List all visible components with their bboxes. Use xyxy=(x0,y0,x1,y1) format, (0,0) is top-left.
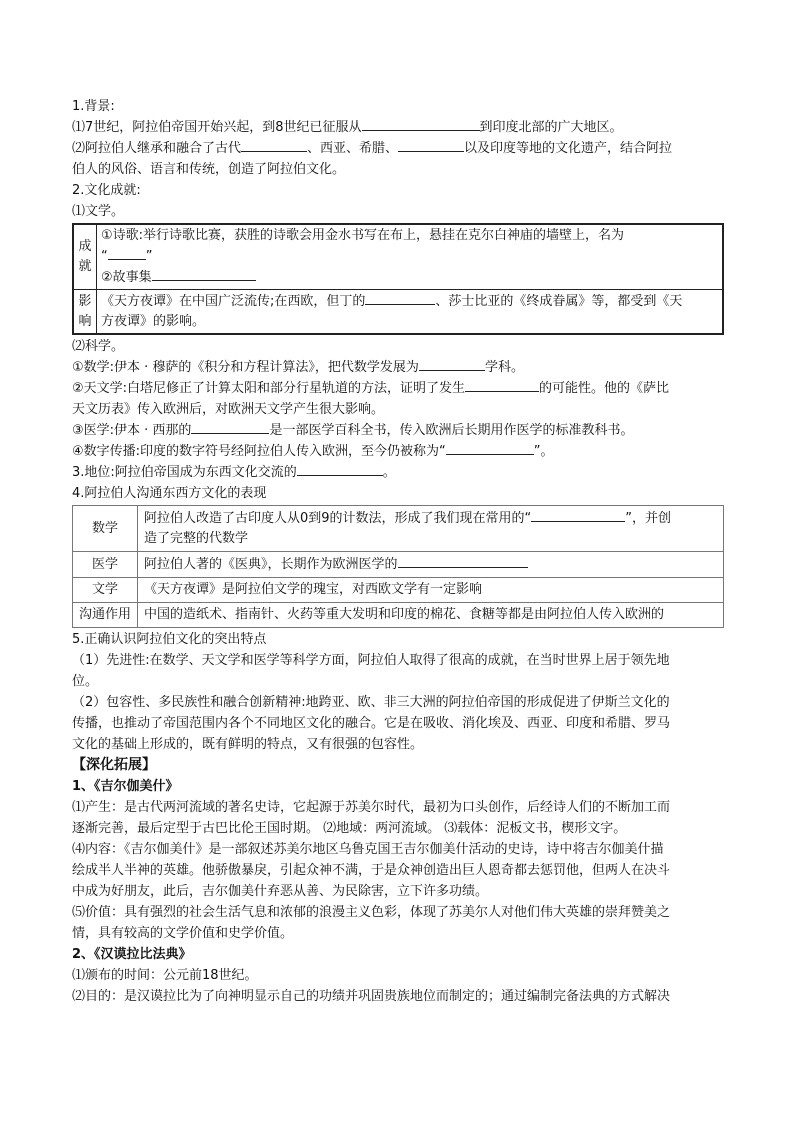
fill-blank[interactable] xyxy=(398,138,464,152)
fill-blank[interactable] xyxy=(362,117,480,131)
literature-title: ⑴文学。 xyxy=(72,204,125,219)
status-line: 3.地位:阿拉伯帝国成为东西文化交流的 。 xyxy=(72,462,724,483)
fill-blank[interactable] xyxy=(419,357,485,371)
table-row xyxy=(73,290,723,335)
numeral-line: ④数字传播:印度的数字符号经阿拉伯人传入欧洲，至今仍被称为“ ”。 xyxy=(72,441,724,462)
fill-blank[interactable] xyxy=(465,378,539,392)
row-label-influence: 影响 xyxy=(73,290,97,335)
science-title: ⑵科学。 xyxy=(72,339,125,354)
influence-cell: 《天方夜谭》在中国广泛流传;在西欧，但丁的 、莎士比亚的《终成眷属》等，都受到《天 方夜谭》的影响。 xyxy=(97,290,724,335)
table-row xyxy=(73,224,723,290)
math-line: ①数学:伊本 · 穆萨的《积分和方程计算法》，把代数学发展为 学科。 xyxy=(72,357,724,378)
fill-blank[interactable] xyxy=(241,138,307,152)
achievement-cell: ①诗歌:举行诗歌比赛，获胜的诗歌会用金水书写在布上，悬挂在克尔白神庙的墙壁上，名为 “ ” ②故事集 xyxy=(97,224,724,290)
fill-blank[interactable] xyxy=(398,554,528,568)
exchange-table xyxy=(72,505,724,628)
table-row: 数学 阿拉伯人改造了古印度人从0到9的计数法，形成了我们现在常用的“ ”，并创 造了完整的代数学 xyxy=(73,506,724,552)
background-title: 1.背景: xyxy=(72,99,115,114)
fill-blank[interactable] xyxy=(108,246,146,260)
culture-title: 2.文化成就: xyxy=(72,183,141,198)
table-row: 医学 阿拉伯人著的《医典》，长期作为欧洲医学的 xyxy=(73,552,724,578)
background-line-1: ⑴7世纪，阿拉伯帝国开始兴起，到8世纪已征服从 到印度北部的广大地区。 xyxy=(72,117,724,138)
hammurabi-title: 2、《汉谟拉比法典》 xyxy=(72,947,192,962)
background-line-2: ⑵阿拉伯人继承和融合了古代 、西亚、希腊、 以及印度等地的文化遗产，结合阿拉 xyxy=(72,138,724,159)
medicine-line: ③医学:伊本 · 西那的 是一部医学百科全书，传入欧洲后长期用作医学的标准教科书。 xyxy=(72,420,724,441)
gilgamesh-title: 1、《吉尔伽美什》 xyxy=(72,779,179,794)
table-row: 沟通作用 中国的造纸术、指南针、火药等重大发明和印度的棉花、食糖等都是由阿拉伯人传入欧洲的 xyxy=(73,603,724,628)
fill-blank[interactable] xyxy=(297,462,383,476)
astronomy-line-2: 天文历表》传入欧洲后，对欧洲天文学产生很大影响。 xyxy=(72,402,385,417)
fill-blank[interactable] xyxy=(446,441,534,455)
row-label-achievement: 成就 xyxy=(73,224,97,290)
background-line-3: 伯人的风俗、语言和传统，创造了阿拉伯文化。 xyxy=(72,162,346,177)
document-page: 1.背景: ⑴7世纪，阿拉伯帝国开始兴起，到8世纪已征服从 到印度北部的广大地区。 ⑵阿拉伯人继承和融合了古代 、西亚、希腊、 以及印度等地的文化遗产，结合阿拉 伯人的风俗、语言和传统，创造了阿拉伯文化。 2.文化成就: ⑴文学。 成就 ①诗歌:举行诗歌比赛，获胜的诗歌会用金水书写在布上，悬挂在克尔白神庙的墙壁上，名为 “ ” ②故事集 影响 《天方夜谭》在中国广泛流传;在西欧，但丁的 、莎士比亚的《终成眷属》等，都受到《天 方夜谭》的影响。 ⑵科学。 ①数学:伊本 · 穆萨的《积分和方程计算法》，把代数学发展为 学科。 ②天文学:白塔尼修正了计算太阳和部分行星轨道的方法，证明了发生 的可能性。他的《萨比 天文历表》传入欧洲后，对欧洲天文学产生很大影响。 ③医学:伊本 · 西那的 是一部医学百科全书，传入欧洲后长期用作医学的标准教科书。 ④数字传播:印度的数字符号经阿拉伯人传入欧洲，至今仍被称为“ ”。 3.地位:阿拉伯帝国成为东西文化交流的 。 4.阿拉伯人沟通东西方文化的表现 数学 阿拉伯人改造了古印度人从0到9的计数法，形成了我们现在常用的“ ”，并创 造了完整的代数学 医学 阿拉伯人著的《医典》，长期作为欧洲医学的 文学 《天方夜谭》是阿拉伯文学的瑰宝，对西欧文学有一定影响 沟通作用 中国的造纸术、指南针、火药等重大发明和印度的棉花、食糖等都是由阿拉伯人传入欧洲的 5.正确认识阿拉伯文化的突出特点 （1）先进性:在数学、天文学和医学等科学方面，阿拉伯人取得了很高的成就，在当时世界上居于领先地 位。 （2）包容性、多民族性和融合创新精神:地跨亚、欧、非三大洲的阿拉伯帝国的形成促进了伊斯兰文化的 传播，也推动了帝国范围内各个不同地区文化的融合。它是在吸收、消化埃及、西亚、印度和希腊、罗马 文化的基础上形成的，既有鲜明的特点，又有很强的包容性。 【深化拓展】 1、《吉尔伽美什》 ⑴产生：是古代两河流域的著名史诗，它起源于苏美尔时代，最初为口头创作，后经诗人们的不断加工而 逐渐完善，最后定型于古巴比伦王国时期。 ⑵地域：两河流域。 ⑶载体：泥板文书，楔形文字。 ⑷内容：《吉尔伽美什》是一部叙述苏美尔地区乌鲁克国王吉尔伽美什活动的史诗，诗中将吉尔伽美什描 绘成半人半神的英雄。他骄傲暴戾，引起众神不满，于是众神创造出巨人恩奇都去惩罚他，但两人在决斗 中成为好朋友，此后，吉尔伽美什弃恶从善、为民除害，立下许多功绩。 ⑸价值：具有强烈的社会生活气息和浓郁的浪漫主义色彩，体现了苏美尔人对他们伟大英雄的崇拜赞美之 情，具有较高的文学价值和史学价值。 2、《汉谟拉比法典》 ⑴颁布的时间：公元前18世纪。 ⑵目的：是汉谟拉比为了向神明显示自己的功绩并巩固贵族地位而制定的；通过编制完备法典的方式解决 xyxy=(72,96,724,1007)
fill-blank[interactable] xyxy=(191,420,269,434)
exchange-title: 4.阿拉伯人沟通东西方文化的表现 xyxy=(72,486,267,501)
table-row: 文学 《天方夜谭》是阿拉伯文学的瑰宝，对西欧文学有一定影响 xyxy=(73,578,724,603)
astronomy-line: ②天文学:白塔尼修正了计算太阳和部分行星轨道的方法，证明了发生 的可能性。他的《萨比 xyxy=(72,378,724,399)
section-heading: 【深化拓展】 xyxy=(72,757,156,773)
fill-blank[interactable] xyxy=(531,508,625,522)
fill-blank[interactable] xyxy=(152,267,256,281)
features-title: 5.正确认识阿拉伯文化的突出特点 xyxy=(72,632,267,647)
fill-blank[interactable] xyxy=(365,291,435,305)
literature-table xyxy=(72,223,724,335)
